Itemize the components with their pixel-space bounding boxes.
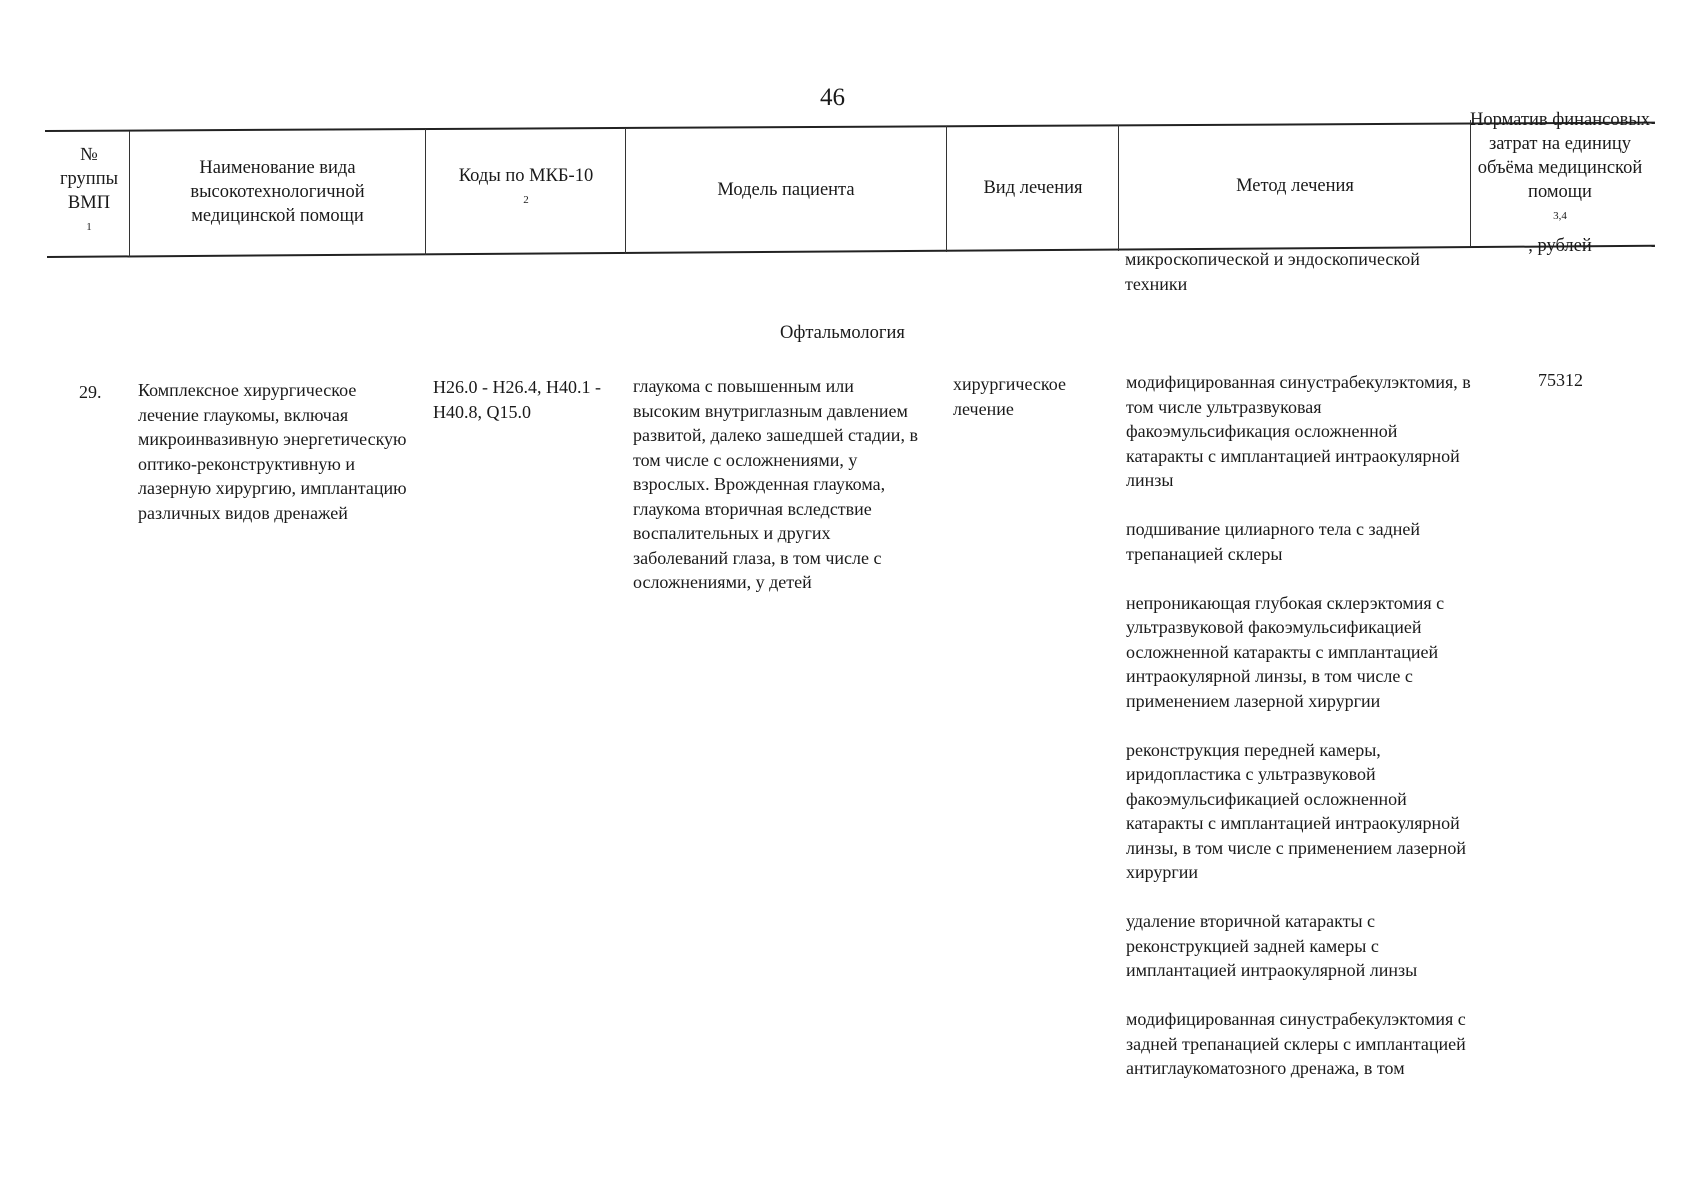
header-model xyxy=(628,128,944,252)
header-codes xyxy=(428,129,624,253)
method-item: удаление вторичной катаракты с реконструкцией задней камеры с имплантацией интраокулярной линзы xyxy=(1126,911,1418,980)
page-number: 46 xyxy=(820,84,845,111)
header-treatment-type xyxy=(949,126,1117,250)
method-item: подшивание цилиарного тела с задней трепанацией склеры xyxy=(1126,519,1421,564)
column-divider xyxy=(1118,125,1119,251)
row-number: 29. xyxy=(79,382,102,402)
method-item: непроникающая глубокая склерэктомия с ультразвуковой факоэмульсификацией осложненной катаракты с имплантацией интраокулярной линзы, в том числе с применением лазерной хирургии xyxy=(1126,592,1445,711)
header-group-no-text: № группы ВМП xyxy=(59,145,119,214)
footnote-marker: 1 xyxy=(86,221,92,234)
header-cost-text: Норматив финансовых затрат на единицу объёма медицинской помощи xyxy=(1469,110,1650,203)
footnote-marker: 3,4 xyxy=(1553,210,1567,223)
column-divider xyxy=(625,128,626,254)
header-treatment-type-text: Вид лечения xyxy=(983,178,1083,198)
row-cost: 75312 xyxy=(1538,370,1583,390)
column-divider xyxy=(425,129,426,255)
row-treatment-type: хирургическое лечение xyxy=(953,374,1066,419)
method-item: модифицированная синустрабекулэктомия с задней трепанацией склеры с имплантацией антиглаукоматозного дренажа, в том xyxy=(1126,1009,1466,1078)
header-model-text: Модель пациента xyxy=(717,180,855,200)
row-methods-list xyxy=(1126,370,1476,1081)
section-title: Офтальмология xyxy=(780,323,905,343)
header-group-no xyxy=(50,132,128,256)
footnote-marker: 2 xyxy=(523,194,529,207)
header-cost xyxy=(1460,110,1660,256)
method-item: модифицированная синустрабекулэктомия, в том числе ультразвуковая факоэмульсификация осложненной катаракты с имплантацией интраокулярной линзы xyxy=(1126,372,1471,490)
row-codes: H26.0 - H26.4, H40.1 - H40.8, Q15.0 xyxy=(433,377,601,422)
column-divider xyxy=(946,126,947,252)
header-codes-text: Коды по МКБ-10 xyxy=(458,166,594,187)
row-model: глаукома с повышенным или высоким внутриглазным давлением развитой, далеко зашедшей стадии, в том числе с осложнениями, у взрослых. Врожденная глаукома, глаукома вторичная вследствие воспалительных и других заболеваний глаза, в том числе с осложнениями, у детей xyxy=(633,376,918,592)
header-name xyxy=(170,130,385,254)
header-name-text: Наименование вида высокотехнологичной медицинской помощи xyxy=(190,158,365,226)
method-item: реконструкция передней камеры, иридопластика с ультразвуковой факоэмульсификацией осложненной катаракты с имплантацией интраокулярной линзы, в том числе с применением лазерной хирургии xyxy=(1126,739,1467,882)
row-name: Комплексное хирургическое лечение глаукомы, включая микроинвазивную энергетическую оптико-реконструктивную и лазерную хирургию, имплантацию различных видов дренажей xyxy=(138,380,407,523)
header-cost-unit: , рублей xyxy=(1528,235,1592,256)
header-method xyxy=(1121,124,1469,248)
column-divider xyxy=(129,131,130,257)
header-method-text: Метод лечения xyxy=(1236,176,1354,196)
continued-method-text: микроскопической и эндоскопической техники xyxy=(1125,249,1420,294)
